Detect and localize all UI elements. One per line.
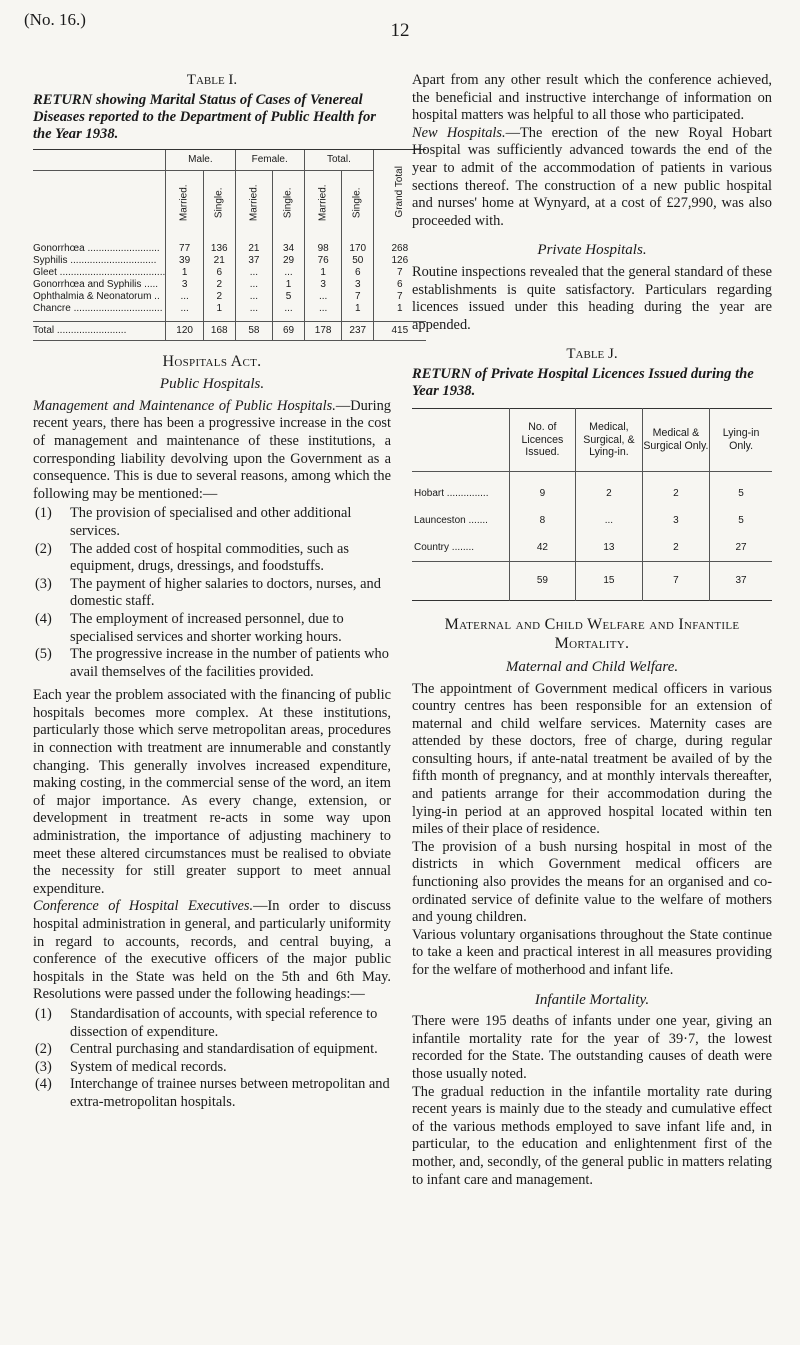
table-row: Chancre ................................ ... 1 ... ... ... 1 1 [33,303,426,315]
table-total-row: 59 15 7 37 [412,561,772,600]
medical-surgical-only-header: Medical & Surgical Only. [642,408,709,471]
new-hospitals-paragraph: New Hospitals.—The erection of the new Royal Hobart Hospital was sufficiently advanced towards the end of the year to admit of the accommodation of patients in various sections thereof. The construction of a new public hospital and nurses' home at Wynyard, at a cost of £27,990, was also proceeded with. [412,124,772,229]
table-row: Country ........ 42 13 2 27 [412,534,772,562]
table-row: Syphilis ............................... 39 21 37 29 76 50 126 [33,255,426,267]
table-row: Gonorrhœa .......................... 77 136 21 34 98 170 268 [33,235,426,255]
lying-in-only-header: Lying-in Only. [710,408,772,471]
page-number: 12 [390,20,410,41]
conference-paragraph: Conference of Hospital Executives.—In order to discuss hospital administration in general, and particularly uniformity in regard to accounts, records, and central buying, a conference of the executive officers of the major public hospitals in the State was held on the 5th and 6th May. Resolutions were passed under the following headings:— [33,898,391,1003]
medical-surgical-lying-in-header: Medical, Surgical, & Lying-in. [576,408,643,471]
infant-paragraph-2: The gradual reduction in the infantile mortality rate during recent years is mainly due to the steady and cumulative effect of the various methods employed to save infant life and, in particular, to the education and enlightenment first of the mother, and, secondly, of the general public in matters relating to infant care and management. [412,1083,772,1188]
maternal-paragraph-3: Various voluntary organisations throughout the State continue to take a keen and practical interest in all measures providing for the welfare of motherhood and infant life. [412,926,772,978]
list-item: (1) Standardisation of accounts, with special reference to dissection of expenditure. [35,1005,378,1040]
list-item: (3) System of medical records. [35,1058,227,1075]
hospitals-act-heading: Hospitals Act. [162,352,262,370]
resolutions-list [33,1006,391,1112]
list-item: (4) Interchange of trainee nurses between metropolitan and extra-metropolitan hospitals. [35,1076,390,1110]
total-married-header: Married. [304,170,342,235]
maternal-sub-heading: Maternal and Child Welfare. [505,658,679,675]
total-single-header: Single. [342,170,374,235]
male-single-header: Single. [203,170,235,235]
licences-issued-header: No. of Licences Issued. [509,408,576,471]
table-row: Ophthalmia & Neonatorum .. ... 2 ... 5 ... 7 7 [33,291,426,303]
infant-paragraph-1: There were 195 deaths of infants under one year, giving an infantile mortality rate for the year of 39·7, the lowest recorded for the State. The outstanding causes of death were those usually noted. [412,1013,772,1082]
private-hospitals-heading: Private Hospitals. [537,242,647,259]
list-item: (5) The progressive increase in the number of patients who avail themselves of the facilities provided. [35,646,389,680]
list-item: (2) Central purchasing and standardisation of equipment. [35,1041,378,1058]
table-total-row: Total ......................... 120 168 58 69 178 237 415 [33,321,426,340]
table-j-caption: Table J. [566,346,618,363]
report-number: (No. 16.) [24,10,86,29]
management-paragraph: Management and Maintenance of Public Hospitals.—During recent years, there has been a progressive increase in the cost of management and maintenance of these institutions, a corresponding liability devolving upon the Government as a consequence. This is due to several reasons, among which the following may be mentioned:— [33,397,391,502]
table-i [33,149,426,341]
maternal-paragraph-2: The provision of a bush nursing hospital in most of the districts in which Government medical officers are functioning also provides the means for an organised and co-ordinated service of definite value to the welfare of mothers and young children. [412,838,772,926]
female-single-header: Single. [273,170,305,235]
apart-paragraph: Apart from any other result which the conference achieved, the beneficial and instructive interchange of information on hospital matters was helpful to all those who participated. [412,72,772,124]
list-item: (2) The added cost of hospital commodities, such as equipment, drugs, dressings, and foodstuffs. [35,540,349,575]
table-row: Gleet ...................................... 1 6 ... ... 1 6 7 [33,267,426,279]
public-hospitals-heading: Public Hospitals. [159,376,265,393]
private-hospitals-paragraph: Routine inspections revealed that the general standard of these establishments is quite satisfactory. Particulars regarding licences issued under this heading during the year are appended. [412,263,772,333]
list-item: (3) The payment of higher salaries to doctors, nurses, and domestic staff. [35,575,381,610]
table-j-title: RETURN of Private Hospital Licences Issued during the Year 1938. [412,365,754,399]
male-married-header: Married. [166,170,204,235]
table-row: Hobart ............... 9 2 2 5 [412,471,772,507]
list-item: (1) The provision of specialised and other additional services. [35,505,352,539]
maternal-paragraph-1: The appointment of Government medical officers in various country centres has been responsible for an extension of maternal and child welfare services. Maternity cases are attended by these doctors, free of charge, during regular consulting hours, if ante-natal treatment be availed of by the fifth month of pregnancy, and at monthly intervals thereafter, and patients arrange for their accommodation during the lying-in period at an approved hospital located within ten miles of their place of residence. [412,680,772,838]
right-column [412,72,772,1189]
left-column [33,72,409,1118]
maternal-heading: Maternal and Child Welfare and Infantile Mortality. [444,615,740,652]
table-row: Launceston ....... 8 ... 3 5 [412,507,772,534]
total-header: Total. [304,149,373,170]
list-item: (4) The employment of increased personnel, due to specialised services and shorter working hours. [35,610,344,645]
table-i-title: RETURN showing Marital Status of Cases of Venereal Diseases reported to the Department of Public Health for the Year 1938. [33,91,376,142]
table-j [412,408,772,601]
grand-total-label: Grand Total [394,166,406,218]
table-i-caption: Table I. [186,72,238,88]
male-header: Male. [166,149,235,170]
female-header: Female. [235,149,304,170]
financing-paragraph: Each year the problem associated with the financing of public hospitals becomes more complex. At these institutions, particularly those which serve metropolitan areas, procedures in connection with treatment are innumerable and constantly changing. This generally involves increased expenditure, making costing, in the commercial sense of the word, an item of major importance. As every change, extension, or development in treatment re-acts in some way upon administration, the importance of adjusting machinery to meet these altered circumstances must be realised to obviate the necessity for still greater support to meet annual expenditure. [33,687,391,897]
female-married-header: Married. [235,170,273,235]
reasons-list [33,505,391,681]
infantile-mortality-heading: Infantile Mortality. [534,991,650,1008]
table-row: Gonorrhœa and Syphilis ..... 3 2 ... 1 3 3 6 [33,279,426,291]
